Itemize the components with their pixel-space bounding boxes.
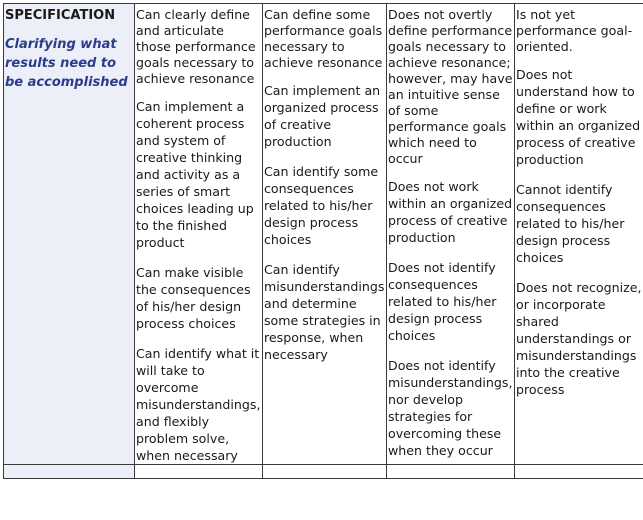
criterion: Does not understand how to define or work within an organized process of creative production bbox=[516, 67, 641, 167]
next-row-partial bbox=[4, 465, 643, 479]
criteria-cell-developing bbox=[387, 4, 515, 465]
rubric-table bbox=[3, 3, 643, 479]
criterion: Can implement an organized process of creative production bbox=[264, 83, 381, 149]
criteria-cell-beginning bbox=[515, 4, 643, 465]
criterion: Does not identify misunderstandings, nor develop strategies for overcoming these when they occur bbox=[388, 358, 513, 458]
criterion: Can identify what it will take to overcome misunderstandings, and flexibly problem solve, when necessary bbox=[136, 346, 261, 463]
criterion: Can identify misunderstandings and determine some strategies in response, when necessary bbox=[264, 262, 385, 362]
next-row-cell bbox=[135, 465, 263, 479]
row-sublabel: Clarifying what results need to be accomplished bbox=[5, 37, 128, 90]
criterion: Is not yet performance goal-oriented. bbox=[516, 7, 633, 54]
criterion: Can clearly define and articulate those performance goals necessary to achieve resonance bbox=[136, 7, 256, 86]
criteria-cell-proficient bbox=[263, 4, 387, 465]
criteria-cell-exemplary bbox=[135, 4, 263, 465]
criterion: Can make visible the consequences of his/her design process choices bbox=[136, 265, 251, 331]
next-row-cell bbox=[263, 465, 387, 479]
criterion: Can identify some consequences related to his/her design process choices bbox=[264, 164, 379, 247]
criterion: Can define some performance goals necessary to achieve resonance bbox=[264, 7, 383, 70]
criterion: Does not overtly define performance goals necessary to achieve resonance; however, may have an intuitive sense of some performance goals which need to occur bbox=[388, 7, 513, 166]
row-label: SPECIFICATION bbox=[5, 8, 116, 23]
criterion: Does not work within an organized process of creative production bbox=[388, 179, 513, 245]
row-label-cell bbox=[4, 4, 135, 465]
next-row-cell bbox=[387, 465, 515, 479]
next-row-cell bbox=[515, 465, 643, 479]
specification-row bbox=[4, 4, 643, 465]
next-row-label-cell bbox=[4, 465, 135, 479]
criterion: Does not identify consequences related to his/her design process choices bbox=[388, 260, 497, 343]
criterion: Cannot identify consequences related to his/her design process choices bbox=[516, 182, 625, 265]
criterion: Does not recognize, or incorporate shared understandings or misunderstandings into the creative process bbox=[516, 280, 642, 397]
criterion: Can implement a coherent process and system of creative thinking and activity as a series of smart choices leading up to the finished product bbox=[136, 99, 254, 250]
